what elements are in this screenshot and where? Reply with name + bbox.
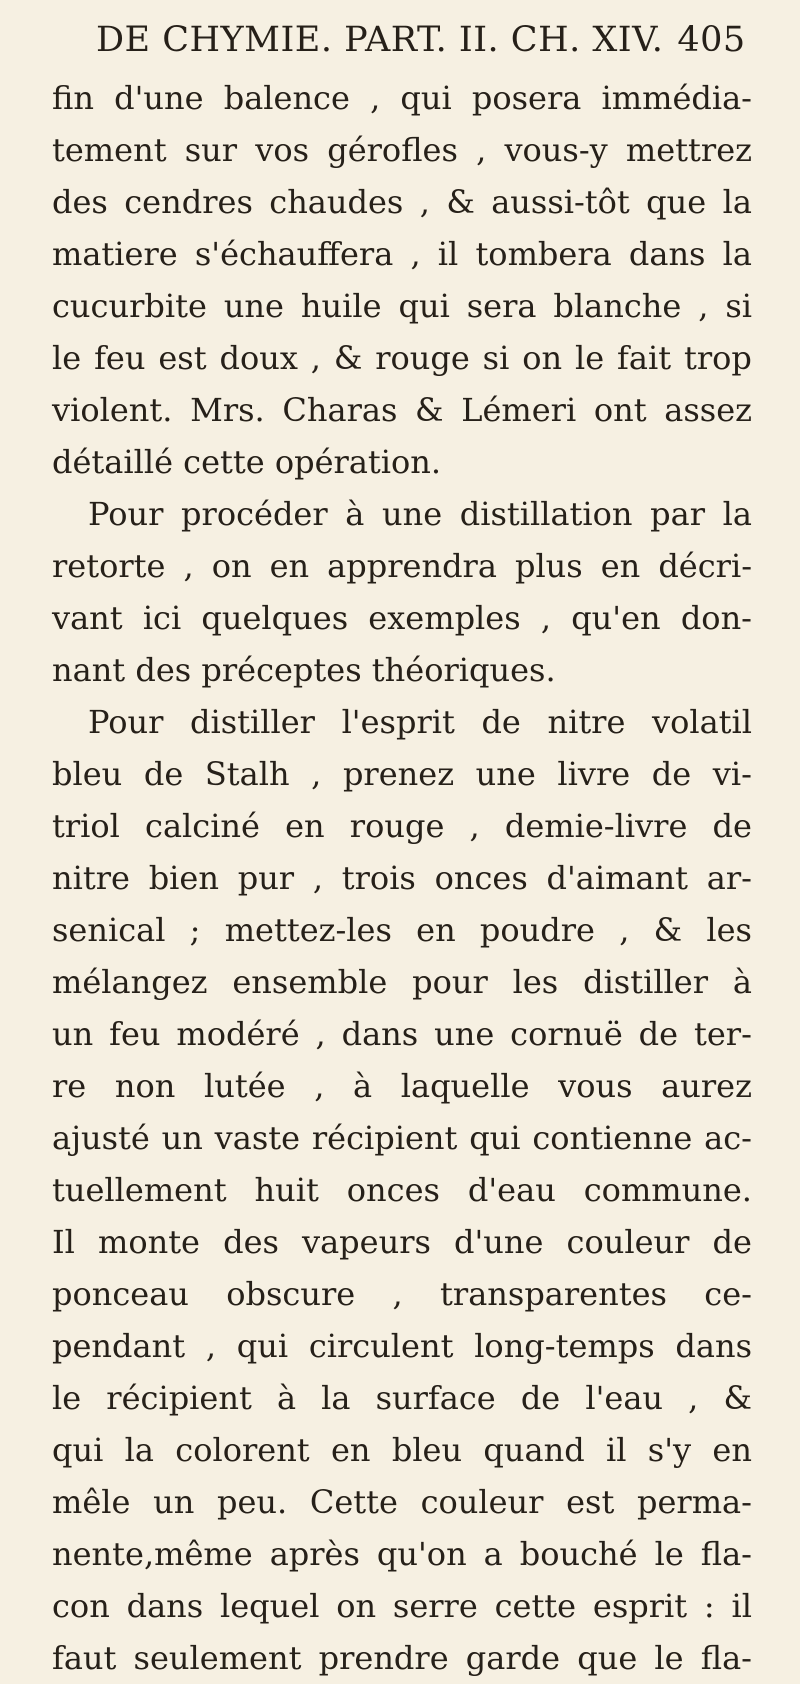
text-line: faut seulement prendre garde que le fla- — [52, 1639, 752, 1677]
text-line: des cendres chaudes , & aussi-tôt que la — [52, 183, 752, 221]
text-line: le récipient à la surface de l'eau , & — [52, 1379, 752, 1417]
text-line: un feu modéré , dans une cornuë de ter- — [52, 1015, 752, 1053]
text-line: fin d'une balence , qui posera immédia- — [52, 79, 752, 117]
text-line: retorte , on en apprendra plus en décri- — [52, 547, 752, 585]
text-line: triol calciné en rouge , demie-livre de — [52, 807, 752, 845]
text-line: qui la colorent en bleu quand il s'y en — [52, 1431, 752, 1469]
text-line: pendant , qui circulent long-temps dans — [52, 1327, 752, 1365]
text-line: nente,même après qu'on a bouché le fla- — [52, 1535, 752, 1573]
text-line: senical ; mettez-les en poudre , & les — [52, 911, 752, 949]
text-line: bleu de Stalh , prenez une livre de vi- — [52, 755, 752, 793]
text-line: violent. Mrs. Charas & Lémeri ont assez — [52, 391, 752, 429]
text-line: Il monte des vapeurs d'une couleur de — [52, 1223, 752, 1261]
text-line: vant ici quelques exemples , qu'en don- — [52, 599, 752, 637]
text-line: ponceau obscure , transparentes ce- — [52, 1275, 752, 1313]
body-text — [52, 72, 752, 1684]
text-line: nitre bien pur , trois onces d'aimant ar- — [52, 859, 752, 897]
text-line: tement sur vos gérofles , vous-y mettrez — [52, 131, 752, 169]
text-line: mêle un peu. Cette couleur est perma- — [52, 1483, 752, 1521]
running-head-title: DE CHYMIE. PART. II. CH. XIV. — [96, 20, 664, 60]
text-line: matiere s'échauffera , il tombera dans la — [52, 235, 752, 273]
text-line: le feu est doux , & rouge si on le fait trop — [52, 339, 752, 377]
text-line: Pour procéder à une distillation par la — [88, 495, 752, 533]
text-line: nant des préceptes théoriques. — [52, 651, 556, 689]
text-line: re non lutée , à laquelle vous aurez — [52, 1067, 752, 1105]
text-line: tuellement huit onces d'eau commune. — [52, 1171, 752, 1209]
text-line: cucurbite une huile qui sera blanche , si — [52, 287, 752, 325]
text-line: con dans lequel on serre cette esprit : il — [52, 1587, 752, 1625]
text-line: ajusté un vaste récipient qui contienne ac- — [52, 1119, 752, 1157]
text-line: mélangez ensemble pour les distiller à — [52, 963, 752, 1001]
running-head — [96, 8, 746, 72]
page-number: 405 — [677, 20, 746, 60]
text-line: détaillé cette opération. — [52, 443, 442, 481]
text-line: Pour distiller l'esprit de nitre volatil — [88, 703, 752, 741]
